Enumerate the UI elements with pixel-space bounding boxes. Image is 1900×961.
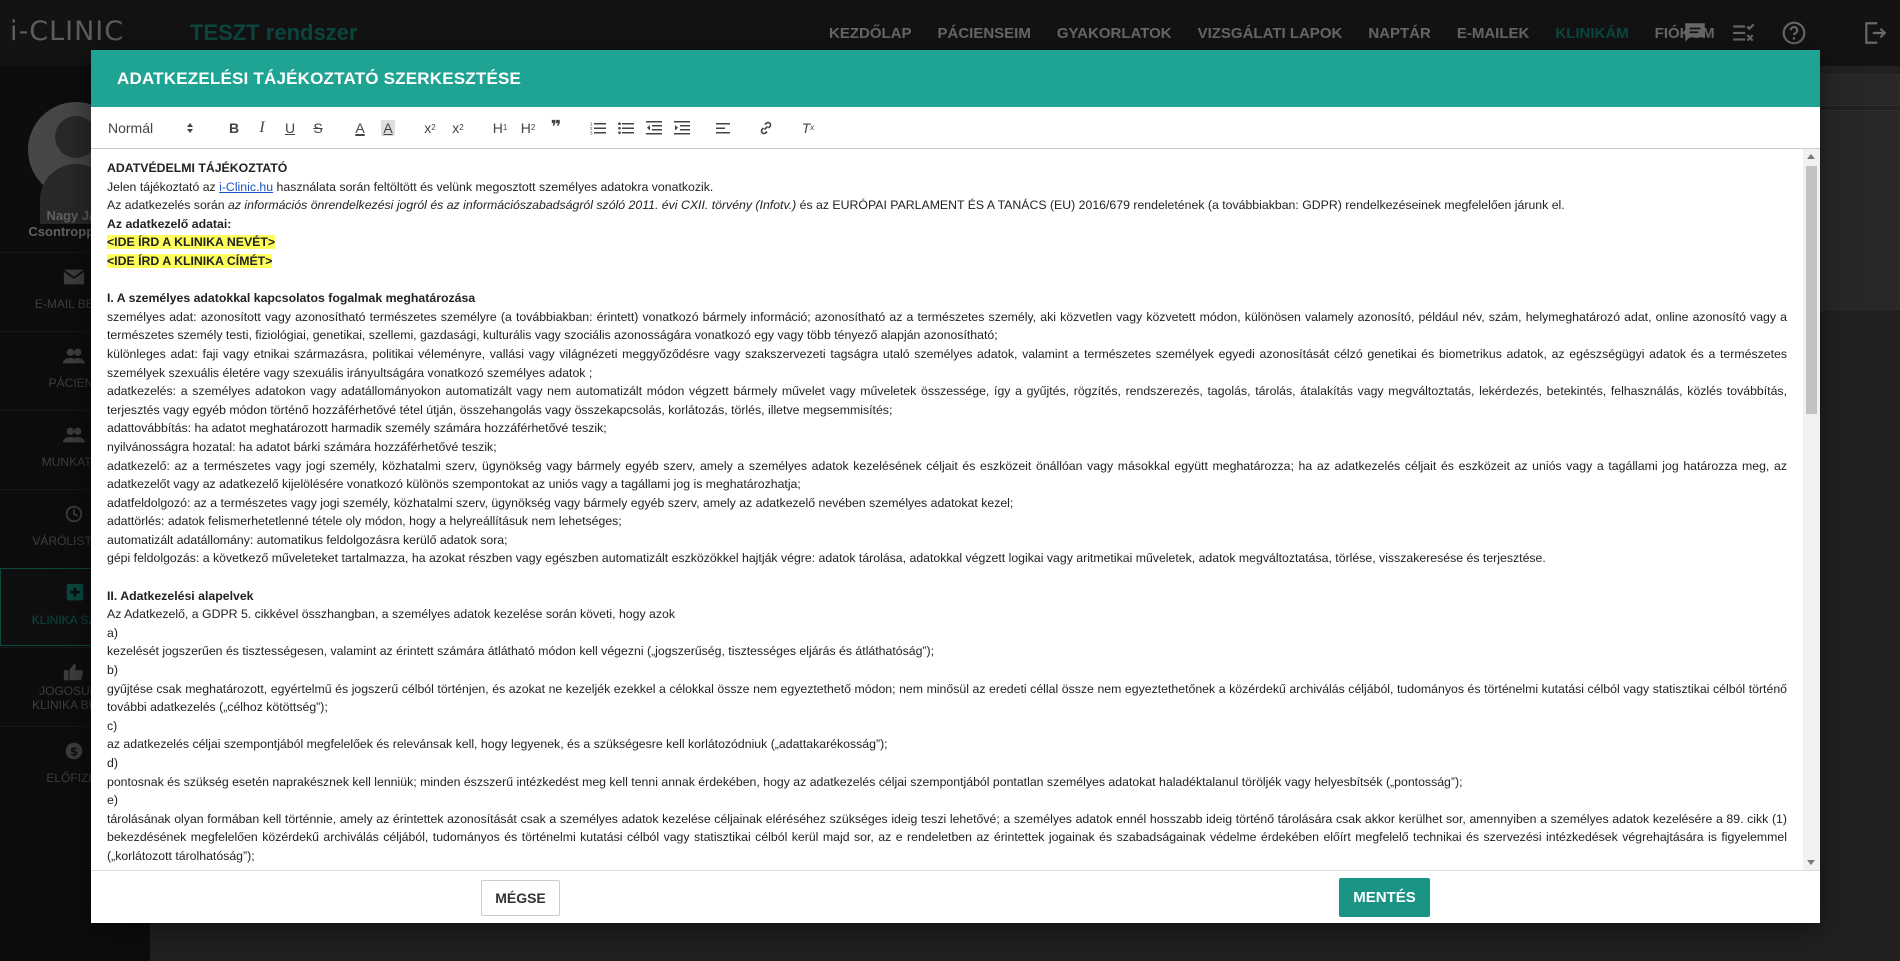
bullet-list-icon <box>618 121 634 135</box>
principle-text: tárolásának olyan formában kell történnie, amely az érintettek azonosítását csak a személyes adatok kezelése céljainak eléréséhez szükséges ideig teszi lehetővé; a személyes adatok ennél hosszabb ideig történő tárolására csak akkor kerülhet sor, amennyiben a személyes adatok kezelésére a 89. cikk (1) bekezdésének megfelelően közérdekű archiválás céljából, tudományos és történelmi kutatási célból vagy statisztikai célból kerül majd sor, az e rendeletben az érintettek jogainak és szabadságainak védelme érdekében előírt megfelelő technikai és szervezési intézkedések végrehajtására is figyelemmel („korlátozott tárolhatóság”); <box>107 811 1787 863</box>
definition-paragraph: automatizált adatállomány: automatikus feldolgozásra kerülő adatok sora; <box>107 532 508 547</box>
document-heading: ADATVÉDELMI TÁJÉKOZTATÓ <box>107 161 288 175</box>
scroll-up-icon[interactable] <box>1807 154 1815 159</box>
svg-text:1: 1 <box>590 121 593 126</box>
underline-button[interactable]: U <box>284 119 296 136</box>
principle-text: kezelését jogszerűen és tisztességesen, valamint az érintett számára átlátható módon kell végezni („jogszerűség, tisztességes eljárás és átláthatóság”); <box>107 644 935 659</box>
definition-paragraph: adatkezelő: az a természetes vagy jogi személy, közhatalmi szerv, ügynökség vagy bármely egyéb szerv, amely a személyes adatok kezelésének céljait és eszközeit önállóan vagy másokkal együtt meghatározza; ha az adatkezelés céljait és eszközeit az uniós vagy a tagállami jog határozza meg, az adatkezelőt vagy az adatkezelő kijelölésére vonatkozó különös szempontokat az uniós vagy a tagállami jog is meghatározhatja; <box>107 458 1787 492</box>
indent-icon <box>674 121 690 135</box>
cancel-button[interactable]: MÉGSE <box>481 880 560 916</box>
intro-post: használata során feltöltött és velünk megosztott személyes adatokra vonatkozik. <box>273 179 714 194</box>
link-icon <box>758 120 774 136</box>
bullet-list-button[interactable] <box>612 116 640 140</box>
definition-paragraph: nyilvánosságra hozatal: ha adatot bárki számára hozzáférhetővé teszik; <box>107 439 497 454</box>
ordered-list-icon <box>590 121 606 135</box>
privacy-policy-modal <box>91 50 1820 923</box>
svg-text:3: 3 <box>590 130 593 135</box>
principle-letter: c) <box>107 718 118 733</box>
principle-letter: b) <box>107 663 118 678</box>
bold-button[interactable]: B <box>228 119 240 136</box>
site-link[interactable]: i-Clinic.hu <box>219 179 274 194</box>
outdent-button[interactable] <box>640 116 668 140</box>
outdent-icon <box>646 121 662 135</box>
background-color-button[interactable]: A <box>383 119 393 136</box>
principle-text: az adatkezelés céljai szempontjából megfelelőek és relevánsak kell, hogy legyenek, és a szükségesre kell korlátozódniuk („adattakarékosság”); <box>107 737 888 752</box>
definition-paragraph: személyes adat: azonosított vagy azonosítható természetes személyre (a továbbiakban: érintett) vonatkozó bármely információ; azonosítható az a természetes személy, aki közvetlen vagy közvetett módon, különösen valamely azonosító, például név, szám, helymeghatározó adat, online azonosító vagy a természetes személy testi, fiziológiai, genetikai, szellemi, gazdasági, kulturális vagy szociális azonosságára vonatkozó egy vagy több tényező alapján azonosítható; <box>107 309 1787 343</box>
section2-intro: Az Adatkezelő, a GDPR 5. cikkével összhangban, a személyes adatok kezelése során követi, hogy azok <box>107 607 676 622</box>
placeholder-clinic-name: <IDE ÍRD A KLINIKA NEVÉT> <box>107 235 276 250</box>
blockquote-button[interactable]: ❞ <box>550 117 562 137</box>
law-pre: Az adatkezelés során <box>107 198 228 213</box>
subscript-button[interactable]: x 2 <box>424 119 436 136</box>
italic-button[interactable]: I <box>259 118 265 136</box>
format-select[interactable] <box>108 116 200 140</box>
controller-label: Az adatkezelő adatai: <box>107 216 232 231</box>
indent-button[interactable] <box>668 116 696 140</box>
definition-paragraph: adatkezelés: a személyes adatokon vagy adatállományokon automatizált vagy nem automatizált módon végzett bármely művelet vagy műveletek összessége, így a gyűjtés, rögzítés, rendszerezés, tagolás, tárolás, átalakítás vagy megváltoztatás, lekérdezés, betekintés, felhasználás, közlés továbbítás, terjesztés vagy egyéb módon történő hozzáférhetővé tétel útján, összehangolás vagy összekapcsolás, korlátozás, törlés, illetve megsemmisítés; <box>107 384 1787 417</box>
scroll-down-icon[interactable] <box>1807 860 1815 865</box>
section1-title: I. A személyes adatokkal kapcsolatos fogalmak meghatározása <box>107 291 476 306</box>
link-button[interactable] <box>752 116 780 140</box>
definition-paragraph: adattovábbítás: ha adatot meghatározott harmadik személy számára hozzáférhetővé teszik; <box>107 421 607 436</box>
principle-letter: a) <box>107 625 118 640</box>
align-left-icon <box>716 122 732 134</box>
intro-paragraph <box>107 178 1787 197</box>
intro-pre: Jelen tájékoztató az <box>107 179 220 194</box>
principle-text: pontosnak és szükség esetén naprakésznek kell lenniük; minden észszerű intézkedést meg kell tenni annak érdekében, hogy az adatkezelés céljai szempontjából pontatlan személyes adatokat haladéktalanul töröljék vagy helyesbítsék („pontosság”); <box>107 774 1463 789</box>
strike-button[interactable]: S <box>313 119 323 136</box>
editor-scrollbar[interactable] <box>1803 149 1820 870</box>
select-arrows-icon <box>186 122 194 134</box>
definition-paragraph: adatfeldolgozó: az a természetes vagy jogi személy, közhatalmi szerv, ügynökség vagy bármely egyéb szerv, amely az adatkezelő nevében személyes adatokat kezel; <box>107 495 1014 510</box>
section2-title: II. Adatkezelési alapelvek <box>107 588 254 603</box>
definition-paragraph: különleges adat: faji vagy etnikai származásra, politikai véleményre, vallási vagy világnézeti meggyőződésre vagy szakszervezeti tagságra utaló személyes adatok, valamint a természetes személyek egyedi azonosítását célzó genetikai és biometrikus adatok, az egészségügyi adatok és a természetes személyek szexuális életére vagy szexuális irányultságára vonatkozó személyes adatok ; <box>107 346 1787 380</box>
modal-title: ADATKEZELÉSI TÁJÉKOZTATÓ SZERKESZTÉSE <box>91 50 1820 107</box>
editor-toolbar <box>91 107 1820 149</box>
modal-footer <box>91 870 1820 923</box>
principle-text: gyűjtése csak meghatározott, egyértelmű és jogszerű célból történjen, és azokat ne kezeljék ezekkel a célokkal össze nem egyeztethető módon; nem minősül az eredeti céllal össze nem egyeztethetőnek a közérdekű archiválás céljából, tudományos és történelmi kutatási célból vagy statisztikai célból történő további adatkezelés („célhoz kötöttség”); <box>107 681 1787 715</box>
definition-paragraph: adattörlés: adatok felismerhetetlenné tétele oly módon, hogy a helyreállításuk nem lehetséges; <box>107 514 622 529</box>
format-select-value: Normál <box>108 119 154 136</box>
law-paragraph <box>107 196 1787 215</box>
placeholder-clinic-address: <IDE ÍRD A KLINIKA CÍMÉT> <box>107 253 273 268</box>
clear-format-button[interactable]: T x <box>801 119 815 136</box>
rich-text-editor[interactable] <box>91 149 1803 870</box>
text-color-button[interactable]: A <box>355 119 365 136</box>
superscript-button[interactable]: x 2 <box>452 119 464 136</box>
placeholder-name-line <box>107 233 1787 252</box>
placeholder-address-line <box>107 252 1787 271</box>
align-button[interactable] <box>710 116 738 140</box>
heading1-button[interactable]: H 1 <box>492 119 508 136</box>
principle-letter: d) <box>107 756 118 770</box>
heading2-button[interactable]: H 2 <box>520 119 536 136</box>
save-button[interactable]: MENTÉS <box>1339 878 1430 917</box>
law-post: és az EURÓPAI PARLAMENT ÉS A TANÁCS (EU) 2016/679 rendeletének (a továbbiakban: GDPR) rendelkezéseinek megfelelően járunk el. <box>796 198 1565 213</box>
definition-paragraph: gépi feldolgozás: a következő műveleteket tartalmazza, ha azokat részben vagy egészben automatizált eszközökkel hajtják végre: adatok tárolása, adatokkal végzett logikai vagy aritmetikai műveletek, adatok megváltoztatása, törlése, visszakeresése és terjesztése. <box>107 551 1546 566</box>
scroll-thumb[interactable] <box>1806 166 1817 414</box>
law-italic: az információs önrendelkezési jogról és az információszabadságról szóló 2011. évi CXII. törvény (Infotv.) <box>228 198 797 213</box>
svg-text:2: 2 <box>590 125 593 131</box>
principle-letter: e) <box>107 793 118 808</box>
ordered-list-button[interactable] <box>584 116 612 140</box>
